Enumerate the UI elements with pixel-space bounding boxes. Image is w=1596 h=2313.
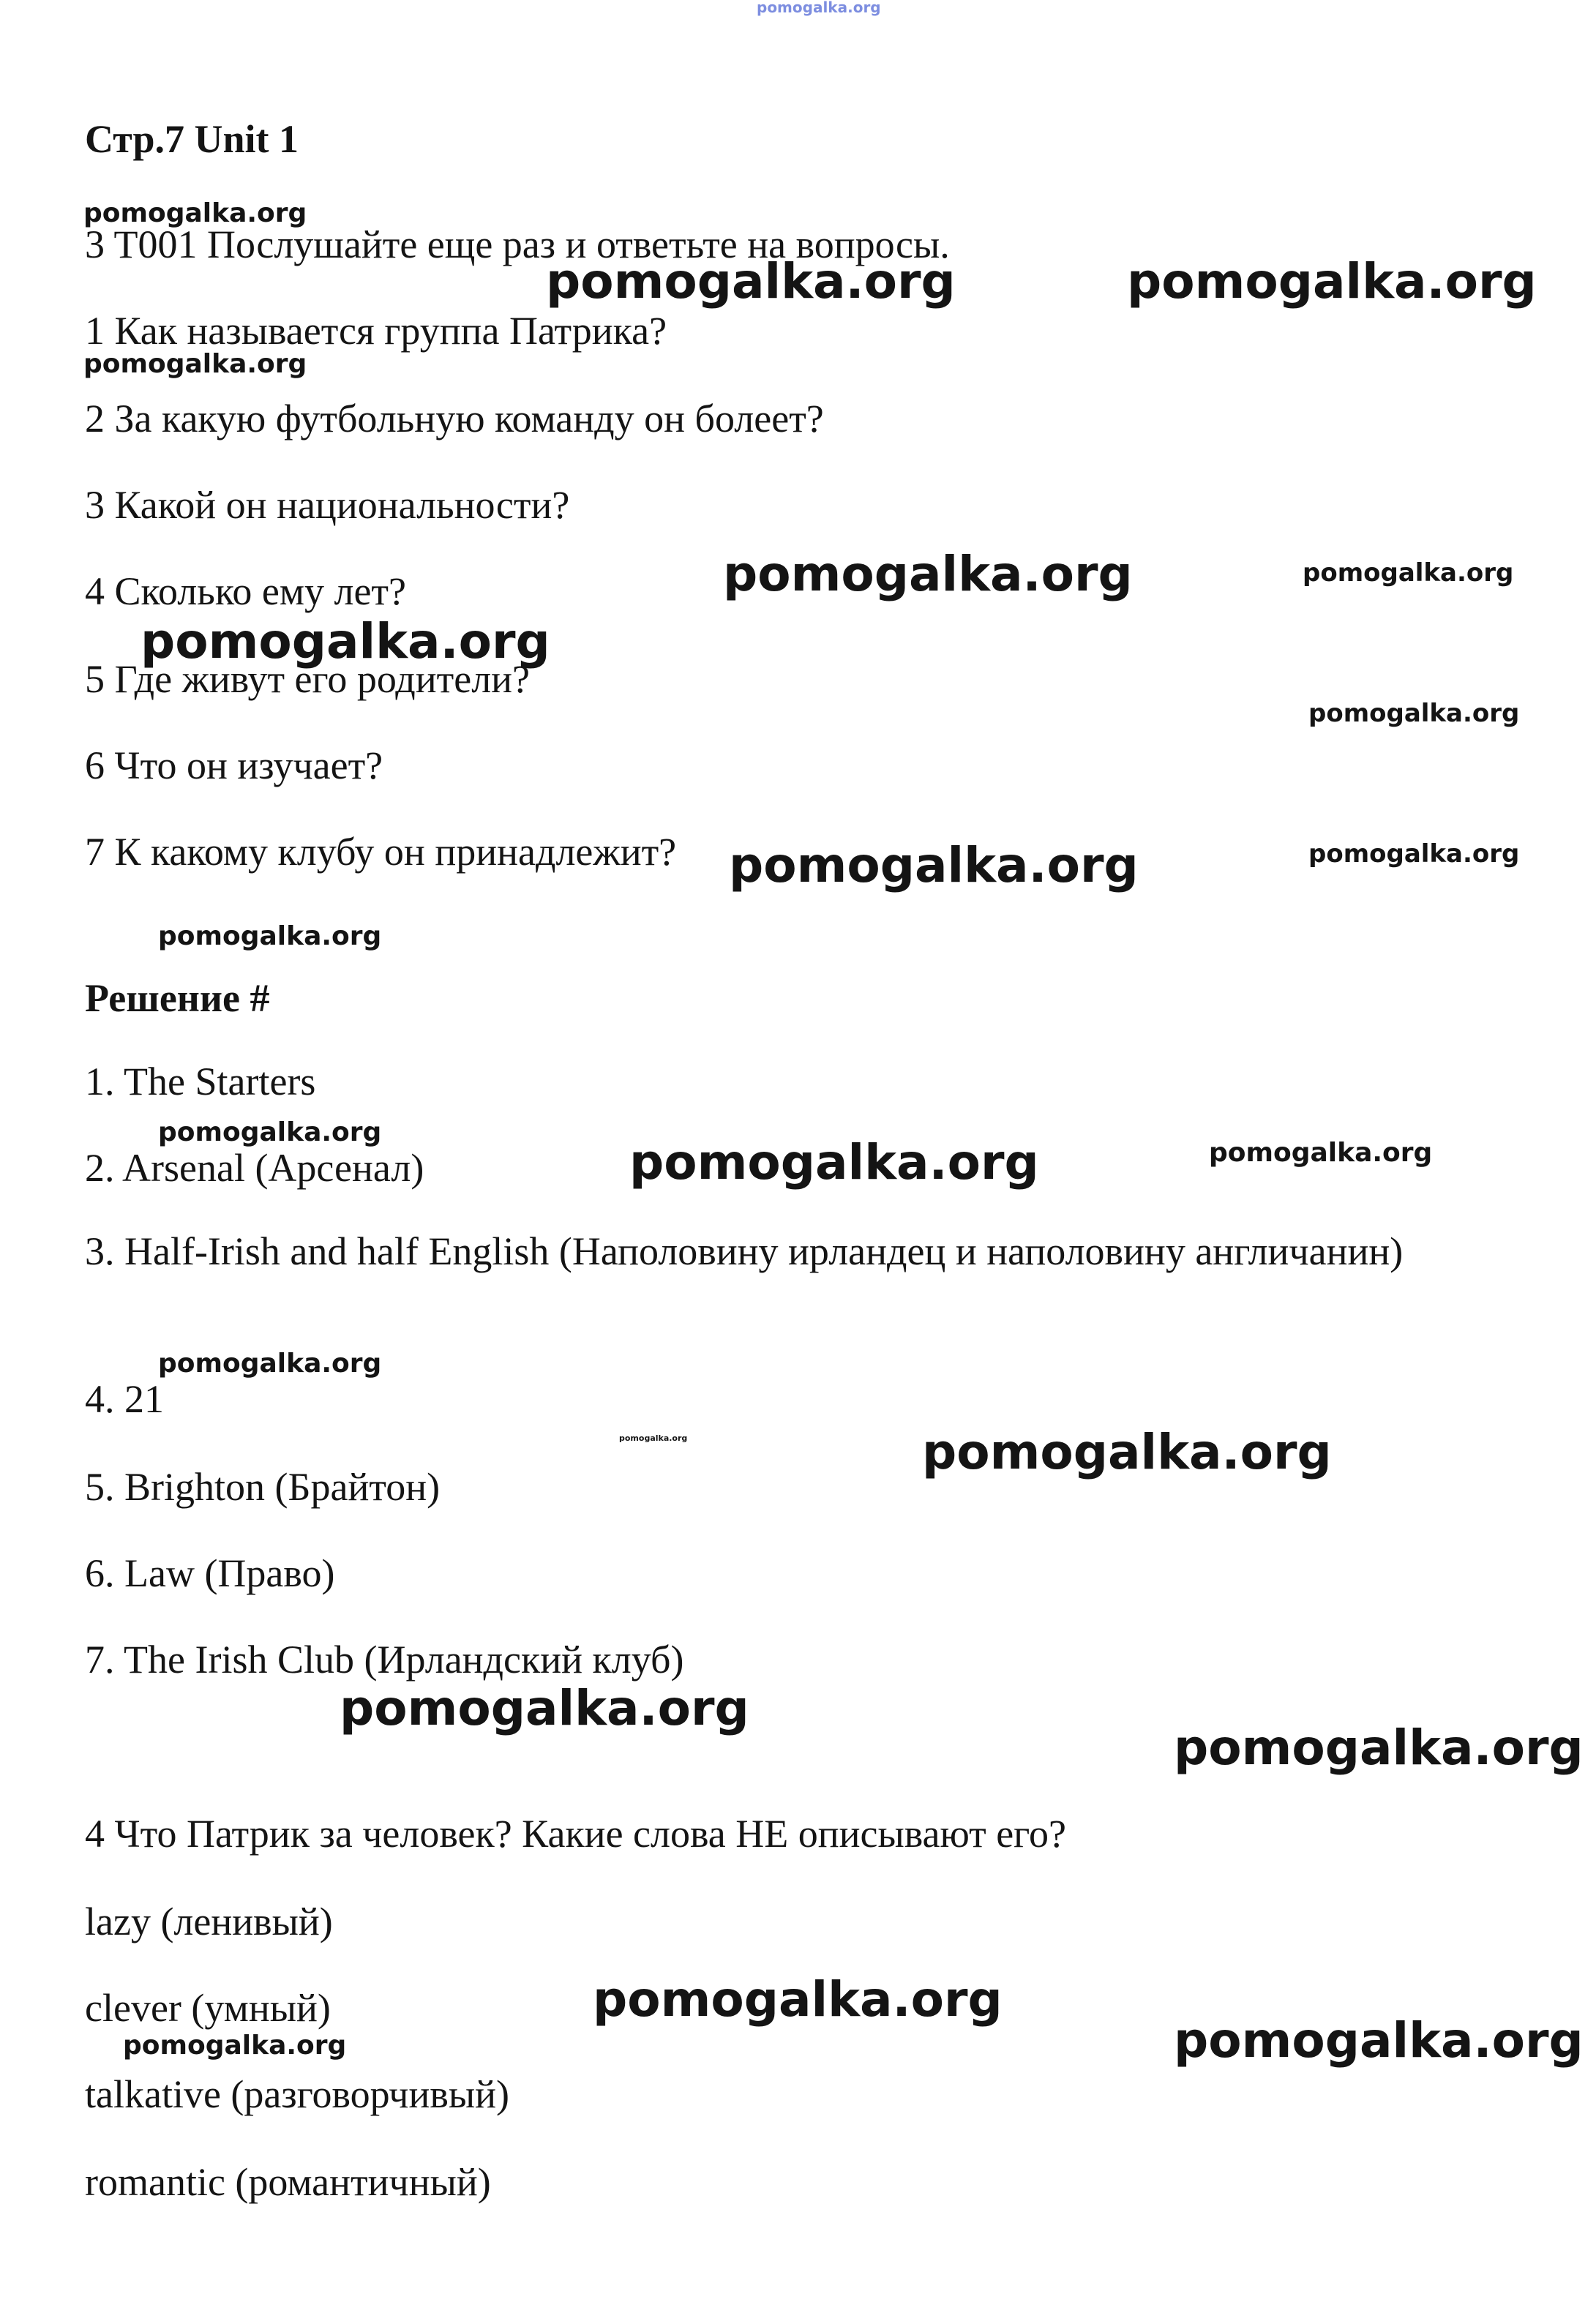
answer-1: 1. The Starters [85,1060,316,1103]
watermark: pomogalka.org [729,837,1139,893]
watermark: pomogalka.org [83,198,307,228]
word-talkative: talkative (разговорчивый) [85,2072,509,2116]
exercise-4-question: 4 Что Патрик за человек? Какие слова НЕ описывают его? [85,1812,1066,1856]
word-clever: clever (умный) [85,1986,331,2030]
question-7: 7 К какому клубу он принадлежит? [85,830,677,874]
page-title: Стр.7 Unit 1 [85,117,299,161]
question-5: 5 Где живут его родители? [85,657,531,701]
watermark: pomogalka.org [593,1971,1003,2028]
watermark: pomogalka.org [922,1424,1332,1480]
word-lazy: lazy (ленивый) [85,1900,333,1943]
solution-title: Решение # [85,976,270,1020]
exercise-3-instruction: 3 T001 Послушайте еще раз и ответьте на вопросы. [85,222,950,266]
answer-5: 5. Brighton (Брайтон) [85,1465,441,1509]
watermark-top: pomogalka.org [757,0,881,16]
answer-4: 4. 21 [85,1377,164,1421]
watermark: pomogalka.org [1308,699,1520,728]
watermark: pomogalka.org [629,1134,1039,1191]
watermark: pomogalka.org [1209,1138,1433,1168]
watermark: pomogalka.org [546,253,956,310]
watermark: pomogalka.org [158,1117,382,1147]
watermark: pomogalka.org [723,546,1133,602]
watermark: pomogalka.org [1308,839,1520,869]
watermark: pomogalka.org [158,1349,382,1379]
watermark: pomogalka.org [1174,1720,1584,1776]
answer-2: 2. Arsenal (Арсенал) [85,1146,424,1190]
answer-7: 7. The Irish Club (Ирландский клуб) [85,1638,684,1682]
question-2: 2 За какую футбольную команду он болеет? [85,397,824,441]
watermark: pomogalka.org [1174,2012,1584,2069]
watermark: pomogalka.org [158,921,382,951]
watermark: pomogalka.org [83,349,307,379]
watermark: pomogalka.org [619,1433,688,1443]
answer-6: 6. Law (Право) [85,1551,335,1595]
word-romantic: romantic (романтичный) [85,2160,491,2204]
watermark: pomogalka.org [340,1680,749,1736]
question-1: 1 Как называется группа Патрика? [85,309,667,353]
watermark: pomogalka.org [1303,558,1514,588]
answer-3: 3. Half-Irish and half English (Наполовину ирландец и наполовину англичанин) [85,1229,1404,1273]
watermark: pomogalka.org [141,613,550,670]
question-6: 6 Что он изучает? [85,743,383,787]
watermark: pomogalka.org [123,2031,347,2061]
question-3: 3 Какой он национальности? [85,483,570,527]
question-4: 4 Сколько ему лет? [85,569,406,613]
watermark: pomogalka.org [1127,253,1537,310]
